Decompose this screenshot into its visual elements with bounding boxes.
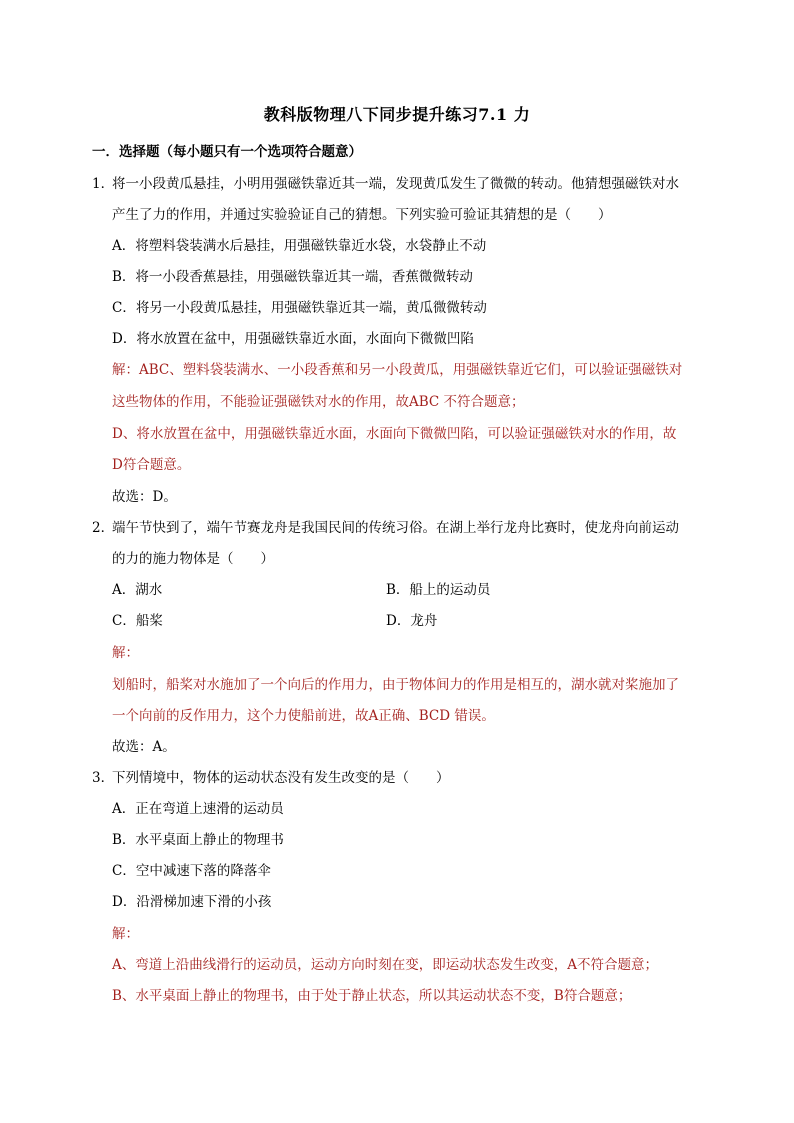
- page-title: 教科版物理八下同步提升练习7.1 力: [263, 105, 531, 124]
- question-2-text-line-2: 的力的施力物体是（ ）: [112, 551, 274, 567]
- question-3-text-line-1: 下列情境中，物体的运动状态没有发生改变的是（ ）: [112, 770, 450, 786]
- question-2-solution-line-1: 划船时，船桨对水施加了一个向后的作用力，由于物体间力的作用是相互的，湖水就对桨施加了: [112, 677, 679, 693]
- question-3-solution-line-2: B、水平桌面上静止的物理书，由于处于静止状态，所以其运动状态不变，B符合题意；: [112, 988, 632, 1004]
- question-3-option-d: D．沿滑梯加速下滑的小孩: [112, 894, 272, 910]
- question-3-number: 3．: [92, 770, 115, 786]
- question-2-answer: 故选：A。: [112, 739, 176, 755]
- question-2-text-line-1: 端午节快到了，端午节赛龙舟是我国民间的传统习俗。在湖上举行龙舟比赛时，使龙舟向前运动: [112, 520, 679, 536]
- question-1-solution-line-3: D、将水放置在盆中，用强磁铁靠近水面，水面向下微微凹陷，可以验证强磁铁对水的作用，故: [112, 426, 677, 442]
- question-1-text-line-1: 将一小段黄瓜悬挂，小明用强磁铁靠近其一端，发现黄瓜发生了微微的转动。他猜想强磁铁对水: [112, 176, 679, 192]
- question-2-option-b: B．船上的运动员: [386, 582, 491, 598]
- question-2-number: 2．: [92, 520, 115, 536]
- question-2-solution-line-2: 一个向前的反作用力，这个力使船前进，故A正确、BCD 错误。: [112, 708, 495, 724]
- section-heading: 一．选择题（每小题只有一个选项符合题意）: [92, 144, 362, 160]
- question-2-option-d: D．龙舟: [386, 613, 438, 629]
- question-1-solution-line-4: D符合题意。: [112, 457, 191, 473]
- question-3-option-b: B．水平桌面上静止的物理书: [112, 832, 284, 848]
- question-1-option-b: B．将一小段香蕉悬挂，用强磁铁靠近其一端，香蕉微微转动: [112, 269, 473, 285]
- question-1-option-a: A．将塑料袋装满水后悬挂，用强磁铁靠近水袋，水袋静止不动: [112, 238, 487, 254]
- question-1-option-c: C．将另一小段黄瓜悬挂，用强磁铁靠近其一端，黄瓜微微转动: [112, 300, 487, 316]
- question-1-option-d: D．将水放置在盆中，用强磁铁靠近水面，水面向下微微凹陷: [112, 331, 474, 347]
- question-1-number: 1．: [92, 176, 115, 192]
- question-3-option-c: C．空中减速下落的降落伞: [112, 863, 271, 879]
- question-2-option-a: A．湖水: [112, 582, 163, 598]
- question-1-answer: 故选：D。: [112, 489, 177, 505]
- question-1-solution-line-1: 解：ABC、塑料袋装满水、一小段香蕉和另一小段黄瓜，用强磁铁靠近它们，可以验证强磁铁对: [112, 362, 683, 378]
- question-3-solution-line-1: A、弯道上沿曲线滑行的运动员，运动方向时刻在变，即运动状态发生改变，A不符合题意；: [112, 957, 658, 973]
- question-1-text-line-2: 产生了力的作用，并通过实验验证自己的猜想。下列实验可验证其猜想的是（ ）: [112, 207, 612, 223]
- question-2-option-c: C．船桨: [112, 613, 163, 629]
- question-3-option-a: A．正在弯道上速滑的运动员: [112, 801, 284, 817]
- question-3-solution-label: 解：: [112, 926, 139, 942]
- question-2-solution-label: 解：: [112, 645, 139, 661]
- question-1-solution-line-2: 这些物体的作用，不能验证强磁铁对水的作用，故ABC 不符合题意；: [112, 394, 525, 410]
